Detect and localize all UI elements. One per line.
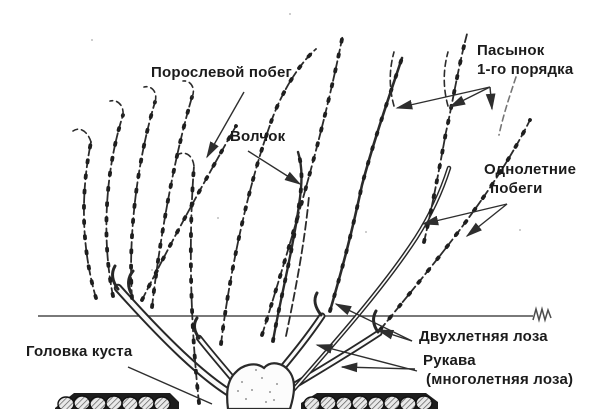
ground-right xyxy=(301,393,438,409)
label-rukava-line1: Рукава xyxy=(423,352,476,369)
label-volchok: Волчок xyxy=(230,128,286,145)
label-rukava-line2: (многолетняя лоза) xyxy=(426,371,574,388)
arrow-pasynok-3 xyxy=(490,87,492,109)
ground-left xyxy=(55,393,179,409)
canes-left xyxy=(73,81,236,307)
label-dvukhletnyaya-loza: Двухлетняя лоза xyxy=(419,328,548,345)
label-pasynok-line2: 1-го порядка xyxy=(477,61,574,78)
label-odnoletnie-line1: Однолетние xyxy=(484,161,577,178)
arrow-dvukhletnyaya-2 xyxy=(378,330,412,341)
label-golovka-kusta: Головка куста xyxy=(26,343,133,360)
arrow-pasynok-1 xyxy=(397,87,490,108)
bush-head xyxy=(227,363,294,409)
wire-coil-icon xyxy=(533,309,551,320)
label-odnoletnie-line2: побеги xyxy=(490,180,543,197)
label-pasynok-line1: Пасынок xyxy=(477,42,545,59)
arrow-poroslevoy xyxy=(207,92,244,157)
trellis-wire xyxy=(38,309,551,320)
label-poroslevoy-shoot: Порослевой побег xyxy=(151,64,292,81)
arrow-pasynok-2 xyxy=(450,87,490,107)
